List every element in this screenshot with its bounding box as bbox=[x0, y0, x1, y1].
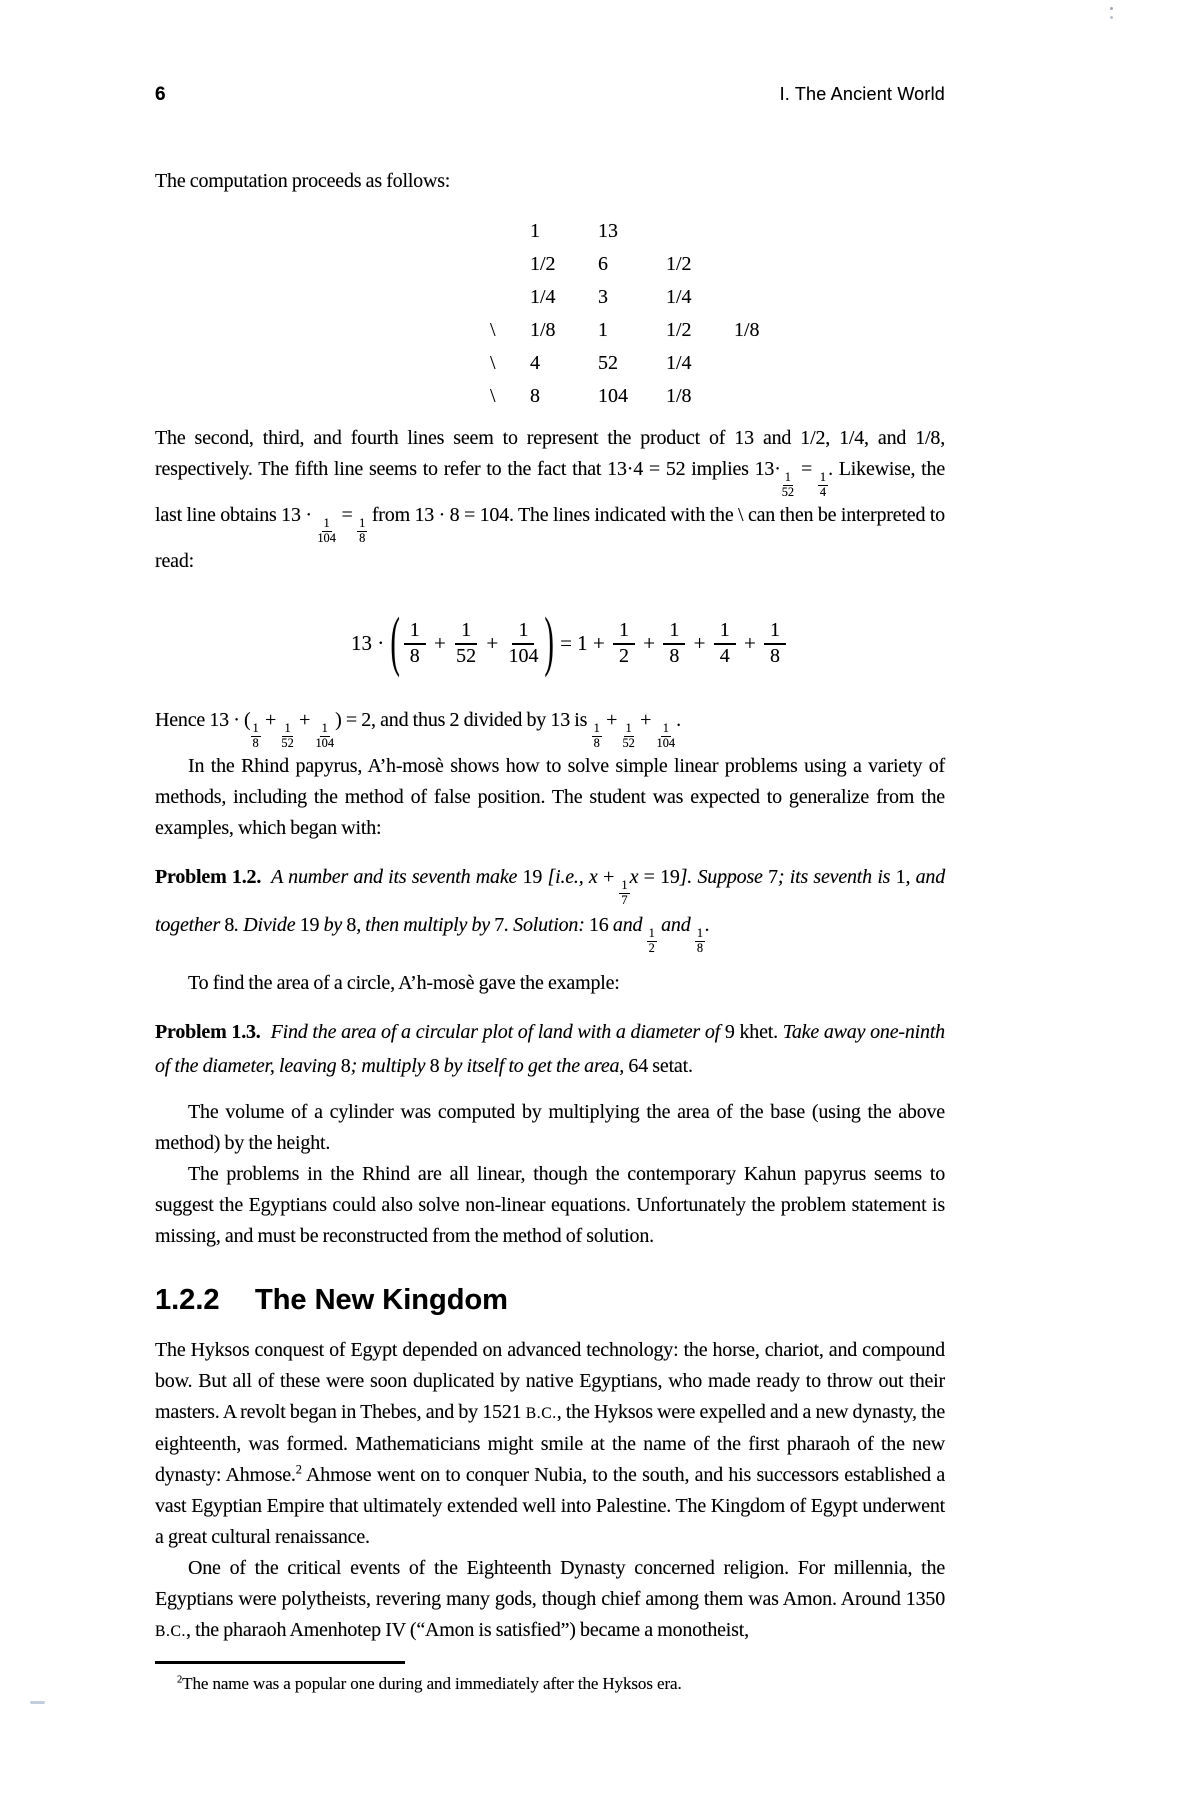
section-heading bbox=[155, 1284, 945, 1317]
table-row bbox=[155, 281, 945, 314]
problem-1-2 bbox=[155, 860, 945, 956]
table-cell: 1 bbox=[598, 319, 608, 341]
table-cell: 104 bbox=[598, 385, 628, 407]
page-number: 6 bbox=[155, 84, 166, 105]
table-cell: 1 bbox=[530, 220, 540, 242]
problem-1-3-label: Problem 1.3. bbox=[155, 1020, 261, 1043]
table-cell: 13 bbox=[598, 220, 618, 242]
problem-1-2-label: Problem 1.2. bbox=[155, 865, 262, 888]
table-cell: 1/8 bbox=[734, 319, 760, 341]
table-row bbox=[155, 347, 945, 380]
running-header bbox=[155, 0, 945, 106]
table-cell: 1/8 bbox=[530, 319, 556, 341]
table-cell bbox=[490, 281, 530, 314]
problem-1-3-text: Find the area of a circular plot of land with a diameter of 9 khet. Take away one-ninth of the diameter, leaving 8; multiply 8 by itself to get the area, 64 setat. bbox=[155, 1020, 945, 1077]
table-cell: 1/2 bbox=[530, 253, 556, 275]
display-equation: 13 · ( $\frac{1}{8}$ + $\frac{1}{52}$ + $\frac{1}{104}$ ) = 1 + $\frac{1}{2}$ + $\frac{1}{8}$ + $\frac{1}{4}$ + $\frac{1}{8}$ bbox=[195, 601, 945, 687]
paragraph-rhind-linear: The problems in the Rhind are all linear, though the contemporary Kahun papyrus seems to suggest the Egyptians could also solve non-linear equations. Unfortunately the problem statement is missing, and must be reconstructed from the method of solution. bbox=[155, 1162, 945, 1247]
page-content bbox=[155, 0, 945, 1696]
paragraph-hence: Hence 13 · ( $\frac{1}{8}$ + $\frac{1}{52}$ + $\frac{1}{104}$ ) = 2, and thus 2 divided by 13 is $\frac{1}{8}$ + $\frac{1}{52}$ + $\frac{1}{104}$ . bbox=[155, 708, 681, 751]
paragraph-hyksos: The Hyksos conquest of Egypt depended on advanced technology: the horse, chariot, and compound bow. But all of these were soon duplicated by native Egyptians, who made ready to throw out their masters. A revolt began in Thebes, and by 1521 B.C., the Hyksos were expelled and a new dynasty, the eighteenth, was formed. Mathematicians might smile at the name of the first pharaoh of the new dynasty: Ahmose.$^2$ Ahmose went on to conquer Nubia, to the south, and his successors established a vast Egyptian Empire that ultimately extended well into Palestine. The Kingdom of Egypt underwent a great cultural renaissance. bbox=[155, 1338, 945, 1548]
table-cell: 52 bbox=[598, 352, 618, 374]
table-cell: 1/4 bbox=[666, 286, 692, 308]
scan-artifact bbox=[30, 1701, 45, 1704]
table-cell bbox=[490, 248, 530, 281]
footnote-marker: 2 bbox=[177, 1674, 183, 1686]
table-cell: 8 bbox=[530, 385, 540, 407]
section-number: 1.2.2 bbox=[155, 1283, 220, 1316]
scan-artifact bbox=[1110, 7, 1113, 10]
table-cell: 1/2 bbox=[666, 319, 692, 341]
table-row bbox=[155, 380, 945, 413]
running-head: I. The Ancient World bbox=[779, 84, 945, 104]
footnote-block bbox=[155, 1661, 945, 1696]
problem-1-3 bbox=[155, 1015, 945, 1083]
table-row bbox=[155, 314, 945, 347]
table-cell: 1/8 bbox=[666, 385, 692, 407]
footnote-rule bbox=[155, 1661, 405, 1664]
footnote-body: The name was a popular one during and immediately after the Hyksos era. bbox=[182, 1673, 682, 1693]
footnote-text bbox=[155, 1672, 945, 1696]
table-cell: \ bbox=[490, 385, 496, 407]
paragraph-rhind-papyrus: In the Rhind papyrus, A’h-mosè shows how to solve simple linear problems using a variety of methods, including the method of false position. The student was expected to generalize from the examples, which began with: bbox=[155, 754, 945, 839]
table-cell: \ bbox=[490, 319, 496, 341]
section-title: The New Kingdom bbox=[255, 1283, 508, 1316]
table-cell: \ bbox=[490, 352, 496, 374]
table-cell: 3 bbox=[598, 286, 608, 308]
table-row bbox=[155, 215, 945, 248]
table-cell: 1/4 bbox=[530, 286, 556, 308]
table-cell: 4 bbox=[530, 352, 540, 374]
table-cell: 1/4 bbox=[666, 352, 692, 374]
intro-paragraph: The computation proceeds as follows: bbox=[155, 170, 451, 192]
paragraph-religion: One of the critical events of the Eighteenth Dynasty concerned religion. For millennia, the Egyptians were polytheists, revering many gods, though chief among them was Amon. Around 1350 B.C., the pharaoh Amenhotep IV (“Amon is satisfied”) became a monotheist, bbox=[155, 1556, 945, 1641]
paragraph-product-explanation: The second, third, and fourth lines seem to represent the product of 13 and 1/2, 1/4, and 1/8, respectively. The fifth line seems to refer to the fact that 13·4 = 52 implies 13· $\frac{1}{52}$ = $\frac{1}{4}$ . Likewise, the last line obtains 13 · $\frac{1}{104}$ = $\frac{1}{8}$ from 13 · 8 = 104. The lines indicated with the \ can then be interpreted to read: bbox=[155, 427, 946, 572]
problem-1-2-text: A number and its seventh make 19 [i.e., x + $\frac{1}{7}$ x = 19]. Suppose 7; its seventh is 1, and together 8. Divide 19 by 8, then multiply by 7. Solution: 16 and $\frac{1}{2}$ and $\frac{1}{8}$ . bbox=[155, 865, 946, 955]
paragraph-cylinder-volume: The volume of a cylinder was computed by multiplying the area of the base (using the above method) by the height. bbox=[155, 1100, 945, 1154]
table-cell: 1/2 bbox=[666, 253, 692, 275]
table-cell bbox=[490, 215, 530, 248]
table-row bbox=[155, 248, 945, 281]
table-cell bbox=[666, 215, 734, 248]
computation-table bbox=[155, 215, 945, 413]
paragraph-tofind-area: To find the area of a circle, A’h-mosè gave the example: bbox=[188, 971, 620, 994]
table-cell: 6 bbox=[598, 253, 608, 275]
